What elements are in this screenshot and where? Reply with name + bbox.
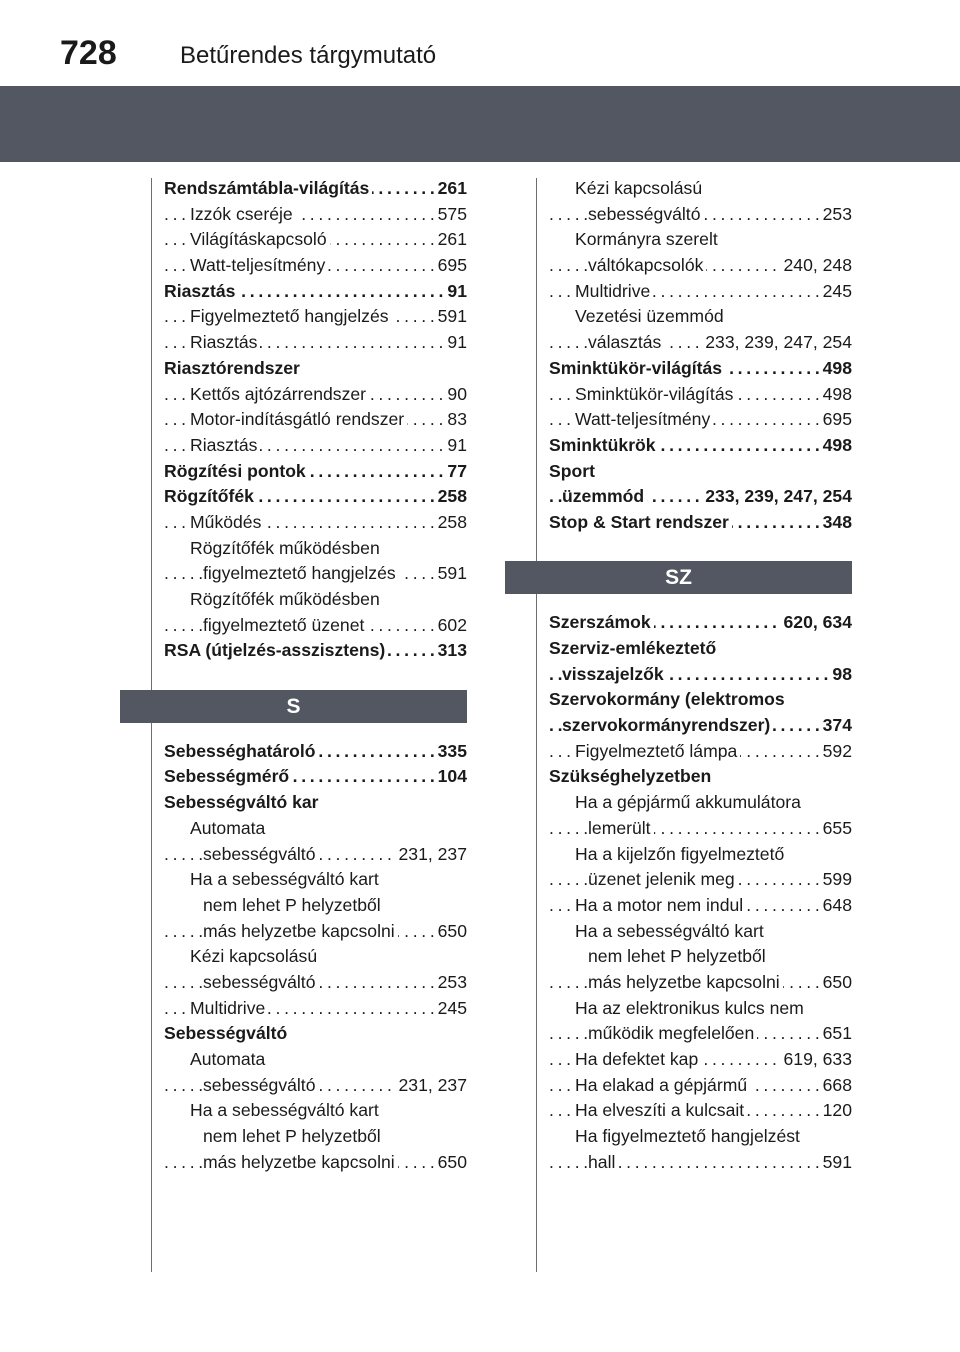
- index-entry-text: Sport: [549, 461, 598, 481]
- index-entry: [549, 944, 852, 970]
- index-entry-text: Sminktükör-világítás: [549, 358, 725, 378]
- index-entry-text: Sebességhatároló: [164, 741, 319, 761]
- index-entry: [164, 1098, 467, 1124]
- index-entry: [549, 1098, 852, 1124]
- index-entry-text: Riasztás: [190, 435, 260, 455]
- index-entry-page: 231, 237: [396, 842, 468, 868]
- index-entry: [164, 1124, 467, 1150]
- index-entry-page: 374: [820, 713, 852, 739]
- index-entry-page: 253: [435, 970, 467, 996]
- index-entry-page: 591: [820, 1150, 852, 1176]
- index-entry: [549, 407, 852, 433]
- index-entry-text: nem lehet P helyzetből: [588, 946, 769, 966]
- index-entry-text: RSA (útjelzés-asszisztens): [164, 640, 388, 660]
- index-entry: [164, 330, 467, 356]
- index-entry-text: Kézi kapcsolású: [190, 946, 320, 966]
- index-entry-text: Rögzítőfék működésben: [190, 589, 383, 609]
- index-entry-text: Működés: [190, 512, 264, 532]
- index-entry-text: Sebességváltó: [164, 1023, 290, 1043]
- index-entry: [164, 227, 467, 253]
- index-entry: [549, 970, 852, 996]
- index-entry-text: Figyelmeztető lámpa: [575, 741, 740, 761]
- index-entry-text: más helyzetbe kapcsolni: [203, 921, 398, 941]
- index-entry-text: Riasztórendszer: [164, 358, 303, 378]
- index-entry-page: 240, 248: [781, 253, 853, 279]
- index-entry-page: 592: [820, 739, 852, 765]
- index-entry-text: Ha az elektronikus kulcs nem: [575, 998, 807, 1018]
- index-entry: [549, 816, 852, 842]
- index-entry: [164, 304, 467, 330]
- index-entry: [164, 536, 467, 562]
- index-entry-page: 233, 239, 247, 254: [702, 330, 852, 356]
- index-entry: [164, 561, 467, 587]
- index-entry: [549, 687, 852, 713]
- index-entry-text: más helyzetbe kapcsolni: [588, 972, 783, 992]
- index-entry: [549, 253, 852, 279]
- index-entry-text: Szerszámok: [549, 612, 654, 632]
- index-entry-page: 498: [820, 356, 852, 382]
- index-entry-page: 91: [444, 433, 467, 459]
- section-header-s: S: [120, 690, 467, 723]
- index-entry: [164, 638, 467, 664]
- index-entry-page: 591: [435, 304, 467, 330]
- index-entry: [549, 713, 852, 739]
- index-entry: [164, 1021, 467, 1047]
- index-entry: [164, 382, 467, 408]
- page-header: [0, 0, 960, 86]
- index-entry: [549, 202, 852, 228]
- index-entry-text: Kettős ajtózárrendszer: [190, 384, 369, 404]
- index-entry-text: figyelmeztető üzenet: [203, 615, 367, 635]
- index-entry: [549, 1073, 852, 1099]
- index-entry-page: 655: [820, 816, 852, 842]
- index-entry-text: Multidrive: [575, 281, 653, 301]
- index-entry: [549, 996, 852, 1022]
- index-entry-page: 90: [444, 382, 467, 408]
- page-title: Betűrendes tárgymutató: [180, 42, 437, 69]
- index-entry-page: 695: [820, 407, 852, 433]
- index-entry: [164, 996, 467, 1022]
- index-entry-text: Sminktükör-világítás: [575, 384, 736, 404]
- index-entry-page: 245: [435, 996, 467, 1022]
- index-entry-text: Riasztás: [190, 332, 260, 352]
- index-entry: [164, 970, 467, 996]
- index-entry: [549, 662, 852, 688]
- index-entry: [549, 790, 852, 816]
- index-entry-text: Figyelmeztető hangjelzés: [190, 306, 392, 326]
- index-entry: [549, 1124, 852, 1150]
- index-entry-text: Ha a gépjármű akkumulátora: [575, 792, 804, 812]
- index-entry-text: figyelmeztető hangjelzés: [203, 563, 399, 583]
- index-entry-text: üzemmód: [562, 486, 647, 506]
- left-index-column: [164, 176, 467, 1175]
- index-entry-text: Kézi kapcsolású: [575, 178, 705, 198]
- index-entry-text: Szerviz-emlékeztető: [549, 638, 719, 658]
- index-entry-page: 120: [820, 1098, 852, 1124]
- index-entry: [164, 764, 467, 790]
- index-entry: [164, 842, 467, 868]
- index-entry: [164, 867, 467, 893]
- section-header-sz: SZ: [505, 561, 852, 594]
- index-entry-text: Ha defektet kap: [575, 1049, 701, 1069]
- index-entry-page: 498: [820, 382, 852, 408]
- index-entry-text: Rögzítőfék működésben: [190, 538, 383, 558]
- index-entry-text: szervokormányrendszer): [562, 715, 773, 735]
- index-entry: [164, 1073, 467, 1099]
- index-entry: [164, 893, 467, 919]
- page-number: 728: [60, 34, 117, 72]
- index-entry: [164, 919, 467, 945]
- index-entry: [164, 739, 467, 765]
- index-entry-page: 258: [435, 484, 467, 510]
- index-entry-page: 602: [435, 613, 467, 639]
- index-entry-text: Világításkapcsoló: [190, 229, 330, 249]
- index-entry-text: Izzók cseréje: [190, 204, 296, 224]
- index-entry: [164, 1047, 467, 1073]
- index-entry: [164, 1150, 467, 1176]
- index-entry: [549, 227, 852, 253]
- index-entry-page: 651: [820, 1021, 852, 1047]
- index-entry-text: Rendszámtábla-világítás: [164, 178, 372, 198]
- index-entry-text: nem lehet P helyzetből: [203, 895, 384, 915]
- index-entry: [549, 459, 852, 485]
- right-entries-s: [549, 176, 852, 536]
- index-entry-text: Sminktükrök: [549, 435, 659, 455]
- index-entry-page: 261: [435, 176, 467, 202]
- index-entry-page: 83: [444, 407, 467, 433]
- header-band: [0, 86, 960, 162]
- index-entry: [549, 764, 852, 790]
- index-entry-text: Multidrive: [190, 998, 268, 1018]
- index-entry-text: üzenet jelenik meg: [588, 869, 738, 889]
- index-entry-page: 233, 239, 247, 254: [702, 484, 852, 510]
- index-entry-text: Watt-teljesítmény: [190, 255, 328, 275]
- index-entry: [549, 610, 852, 636]
- index-entry: [164, 613, 467, 639]
- index-entry-page: 77: [444, 459, 467, 485]
- index-entry: [549, 356, 852, 382]
- index-entry-text: Ha a sebességváltó kart: [190, 1100, 382, 1120]
- index-entry-text: Automata: [190, 1049, 268, 1069]
- left-column-rule: [151, 178, 152, 1272]
- index-entry-text: Sebességmérő: [164, 766, 292, 786]
- index-entry-text: Ha elakad a gépjármű: [575, 1075, 750, 1095]
- index-entry: [549, 1150, 852, 1176]
- left-entries-s: [164, 739, 467, 1176]
- index-entry-page: 245: [820, 279, 852, 305]
- index-entry-text: Vezetési üzemmód: [575, 306, 727, 326]
- index-entry-page: 591: [435, 561, 467, 587]
- index-entry-text: nem lehet P helyzetből: [203, 1126, 384, 1146]
- index-entry: [164, 459, 467, 485]
- index-entry-page: 104: [435, 764, 467, 790]
- index-entry-page: 648: [820, 893, 852, 919]
- index-entry-text: Motor-indításgátló rendszer: [190, 409, 407, 429]
- index-entry: [549, 1047, 852, 1073]
- index-entry-text: váltókapcsolók: [588, 255, 706, 275]
- index-entry-page: 231, 237: [396, 1073, 468, 1099]
- index-entry-page: 668: [820, 1073, 852, 1099]
- index-entry-page: 258: [435, 510, 467, 536]
- index-entry: [549, 636, 852, 662]
- index-entry-text: sebességváltó: [203, 972, 318, 992]
- index-entry-text: Rögzítési pontok: [164, 461, 309, 481]
- index-entry-text: Ha a motor nem indul: [575, 895, 746, 915]
- index-entry-text: sebességváltó: [203, 844, 318, 864]
- index-entry-page: 650: [435, 919, 467, 945]
- index-entry: [549, 893, 852, 919]
- index-entry-page: 498: [820, 433, 852, 459]
- index-entry: [164, 510, 467, 536]
- index-entry-page: 650: [435, 1150, 467, 1176]
- index-entry: [549, 279, 852, 305]
- right-column-rule: [536, 178, 537, 1272]
- index-entry: [549, 867, 852, 893]
- index-entry: [164, 816, 467, 842]
- index-entry-text: visszajelzők: [562, 664, 667, 684]
- index-entry-text: Watt-teljesítmény: [575, 409, 713, 429]
- index-entry-text: más helyzetbe kapcsolni: [203, 1152, 398, 1172]
- index-entry: [549, 304, 852, 330]
- index-entry-text: választás: [588, 332, 664, 352]
- index-entry-page: 620, 634: [781, 610, 853, 636]
- index-entry-text: Stop & Start rendszer: [549, 512, 732, 532]
- right-index-column: [549, 176, 852, 1175]
- index-entry-page: 253: [820, 202, 852, 228]
- index-entry: [164, 484, 467, 510]
- index-entry-page: 619, 633: [781, 1047, 853, 1073]
- index-entry-text: lemerült: [588, 818, 654, 838]
- index-entry: [164, 279, 467, 305]
- index-entry-page: 650: [820, 970, 852, 996]
- index-entry-page: 91: [444, 330, 467, 356]
- index-entry-text: Ha a kijelzőn figyelmeztető: [575, 844, 787, 864]
- index-entry: [549, 484, 852, 510]
- index-entry: [549, 739, 852, 765]
- index-entry-text: sebességváltó: [203, 1075, 318, 1095]
- index-entry-text: Ha elveszíti a kulcsait: [575, 1100, 747, 1120]
- index-entry: [549, 919, 852, 945]
- index-entry-page: 348: [820, 510, 852, 536]
- index-entry-text: Riasztás: [164, 281, 238, 301]
- index-entry-text: Sebességváltó kar: [164, 792, 322, 812]
- index-entry-page: 599: [820, 867, 852, 893]
- index-entry: [164, 356, 467, 382]
- index-entry: [549, 842, 852, 868]
- index-entry-text: Rögzítőfék: [164, 486, 257, 506]
- index-entry: [164, 202, 467, 228]
- index-entry: [549, 510, 852, 536]
- index-entry-text: Szükséghelyzetben: [549, 766, 714, 786]
- index-entry: [549, 433, 852, 459]
- index-entry: [164, 433, 467, 459]
- index-entry: [164, 944, 467, 970]
- right-entries-sz: [549, 610, 852, 1175]
- index-entry-text: hall: [588, 1152, 618, 1172]
- index-entry-text: működik megfelelően: [588, 1023, 757, 1043]
- index-entry-page: 575: [435, 202, 467, 228]
- index-entry: [549, 176, 852, 202]
- index-entry: [549, 1021, 852, 1047]
- index-entry-page: 695: [435, 253, 467, 279]
- index-entry: [164, 253, 467, 279]
- index-entry-text: Szervokormány (elektromos: [549, 689, 788, 709]
- index-entry-page: 313: [435, 638, 467, 664]
- left-entries-r: [164, 176, 467, 664]
- index-entry: [164, 587, 467, 613]
- index-entry: [549, 382, 852, 408]
- index-entry: [164, 790, 467, 816]
- index-entry-text: Ha figyelmeztető hangjelzést: [575, 1126, 803, 1146]
- index-entry-page: 91: [444, 279, 467, 305]
- index-entry-text: Kormányra szerelt: [575, 229, 721, 249]
- index-entry-page: 98: [829, 662, 852, 688]
- index-entry-text: sebességváltó: [588, 204, 703, 224]
- index-entry-page: 261: [435, 227, 467, 253]
- index-entry-text: Ha a sebességváltó kart: [575, 921, 767, 941]
- index-entry: [164, 407, 467, 433]
- index-entry-text: Ha a sebességváltó kart: [190, 869, 382, 889]
- index-entry: [549, 330, 852, 356]
- index-entry: [164, 176, 467, 202]
- index-entry-text: Automata: [190, 818, 268, 838]
- index-entry-page: 335: [435, 739, 467, 765]
